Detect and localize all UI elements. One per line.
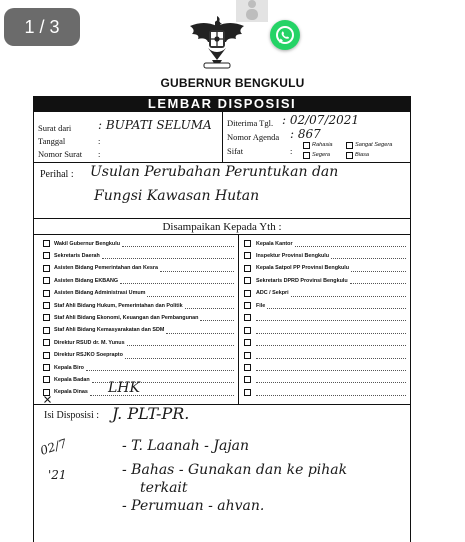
form-title: LEMBAR DISPOSISI (33, 96, 411, 112)
divider (33, 404, 411, 405)
recipient-right-fill-line (256, 333, 406, 334)
recipient-left-fill-line (127, 345, 234, 346)
perihal-label: Perihal : (40, 169, 74, 180)
recipient-right-fill-line (256, 320, 406, 321)
recipient-left-checkbox[interactable] (43, 352, 50, 359)
isi-item-4: - Perumuan - ahvan. (122, 498, 265, 514)
recipient-right-fill-line (256, 345, 406, 346)
recipient-right-checkbox[interactable] (244, 302, 251, 309)
recipient-right-label: File (256, 302, 266, 309)
recipient-left-checkbox[interactable] (43, 339, 50, 346)
recipient-left-label: Asisten Bidang Pemerintahan dan Kesra (54, 265, 158, 272)
divider (33, 218, 411, 219)
diterima-label: Diterima Tgl. (227, 118, 274, 128)
recipient-right-checkbox[interactable] (244, 389, 251, 396)
sifat-option-label: Segera (312, 152, 331, 158)
recipient-right-fill-line (256, 395, 406, 396)
recipient-left-fill-line (86, 370, 234, 371)
recipient-left-checkbox[interactable] (43, 364, 50, 371)
isi-item-2: - Bahas - Gunakan dan ke pihak (122, 462, 348, 478)
recipient-right-checkbox[interactable] (244, 290, 251, 297)
recipient-right-fill-line (351, 271, 406, 272)
recipient-right-fill-line (350, 283, 406, 284)
page-indicator: 1 / 3 (4, 8, 80, 46)
surat-dari-value: : BUPATI SELUMA (98, 118, 212, 132)
nomor-surat-label: Nomor Surat (38, 149, 83, 159)
garuda-emblem-icon (186, 12, 248, 72)
recipient-left-label: Sekretaris Daerah (54, 252, 100, 259)
recipient-left-fill-line (120, 283, 234, 284)
sifat-option-label: Sangat Segera (355, 142, 393, 148)
recipient-right-checkbox[interactable] (244, 240, 251, 247)
recipient-right-label: Inspektur Provinsi Bengkulu (256, 252, 330, 259)
recipient-left-checkbox[interactable] (43, 290, 50, 297)
recipient-left-fill-line (185, 308, 234, 309)
recipient-right-checkbox[interactable] (244, 339, 251, 346)
perihal-line-1: Usulan Perubahan Peruntukan dan (90, 164, 339, 180)
isi-year: '21 (48, 468, 67, 482)
recipient-left-fill-line (102, 258, 234, 259)
recipient-left-label: Wakil Gubernur Bengkulu (54, 240, 120, 247)
sifat-value: : (290, 146, 293, 156)
recipient-left-label: Staf Ahli Bidang Ekonomi, Keuangan dan Pembangunan (54, 314, 199, 321)
recipient-left-label: Kepala Badan (54, 376, 90, 383)
recipient-right-fill-line (331, 258, 406, 259)
recipient-right-label: Sekretaris DPRD Provinsi Bengkulu (256, 277, 348, 284)
recipient-left-fill-line (160, 271, 234, 272)
nomor-surat-value: : (98, 149, 101, 159)
recipient-left-label: Staf Ahli Bidang Kemasyarakatan dan SDM (54, 327, 165, 334)
sifat-label: Sifat (227, 146, 244, 156)
recipient-left-checkbox[interactable] (43, 302, 50, 309)
recipient-left-fill-line (125, 358, 234, 359)
sifat-option-label: Biasa (355, 152, 369, 158)
recipient-right-checkbox[interactable] (244, 252, 251, 259)
recipient-left-fill-line (147, 296, 234, 297)
recipient-left-fill-line (200, 320, 234, 321)
recipient-left-label: Staf Ahli Bidang Hukum, Pemerintahan dan Politik (54, 302, 183, 309)
divider (33, 162, 411, 163)
tanggal-label: Tanggal (38, 136, 66, 146)
kepala-dinas-note: LHK (108, 380, 140, 396)
sifat-biasa-checkbox[interactable] (346, 152, 353, 159)
isi-line-1: J. PLT-PR. (112, 404, 190, 423)
nomor-agenda-value: : 867 (290, 127, 321, 141)
tanggal-value: : (98, 136, 101, 146)
divider (222, 112, 223, 162)
sifat-option-label: Rahasia (312, 142, 333, 148)
recipient-left-label: Direktur RSJKO Soeprapto (54, 352, 123, 359)
recipient-right-checkbox[interactable] (244, 327, 251, 334)
recipient-left-checkbox[interactable] (43, 327, 50, 334)
sifat-sangat-segera-checkbox[interactable] (346, 142, 353, 149)
recipient-left-checkbox[interactable] (43, 277, 50, 284)
recipient-right-fill-line (256, 358, 406, 359)
recipient-left-fill-line (122, 246, 234, 247)
recipient-left-checkbox[interactable] (43, 314, 50, 321)
recipient-right-fill-line (256, 382, 406, 383)
isi-disposisi-label: Isi Disposisi : (44, 410, 100, 421)
letterhead-title: GUBERNUR BENGKULU (160, 76, 305, 90)
recipient-left-checkbox[interactable] (43, 376, 50, 383)
recipient-right-label: ADC / Sekpri (256, 290, 289, 297)
recipient-right-fill-line (291, 296, 406, 297)
recipient-right-checkbox[interactable] (244, 277, 251, 284)
recipient-right-checkbox[interactable] (244, 265, 251, 272)
recipient-right-fill-line (267, 308, 406, 309)
isi-item-3: terkait (140, 480, 188, 496)
recipient-right-checkbox[interactable] (244, 364, 251, 371)
whatsapp-icon[interactable] (270, 20, 300, 50)
recipient-left-checkbox[interactable] (43, 389, 50, 396)
isi-item-1: - T. Laanah - Jajan (122, 438, 250, 454)
recipient-right-fill-line (256, 370, 406, 371)
recipient-right-fill-line (295, 246, 406, 247)
disampaikan-heading: Disampaikan Kepada Yth : (162, 221, 282, 233)
isi-date: 02/7 (38, 436, 69, 458)
nomor-agenda-label: Nomor Agenda (227, 132, 280, 142)
recipient-left-label: Kepala Biro (54, 364, 84, 371)
recipient-left-label: Asisten Bidang EKBANG (54, 277, 119, 284)
surat-dari-label: Surat dari (38, 123, 72, 133)
divider (33, 234, 411, 235)
recipient-left-checkbox[interactable] (43, 265, 50, 272)
recipient-right-label: Kepala Satpol PP Provinsi Bengkulu (256, 265, 350, 272)
recipient-right-checkbox[interactable] (244, 352, 251, 359)
recipient-right-checkbox[interactable] (244, 314, 251, 321)
sifat-segera-checkbox[interactable] (303, 152, 310, 159)
perihal-line-2: Fungsi Kawasan Hutan (94, 188, 260, 204)
recipient-left-checkbox[interactable] (43, 240, 50, 247)
recipient-left-checkbox[interactable] (43, 252, 50, 259)
recipient-left-fill-line (166, 333, 234, 334)
recipient-right-checkbox[interactable] (244, 376, 251, 383)
divider (238, 234, 239, 404)
recipient-left-label: Kepala Dinas (54, 389, 88, 396)
sifat-rahasia-checkbox[interactable] (303, 142, 310, 149)
diterima-value: : 02/07/2021 (282, 113, 360, 127)
recipient-right-label: Kepala Kantor (256, 240, 293, 247)
recipient-left-label: Asisten Bidang Administrasi Umum (54, 290, 146, 297)
recipient-left-label: Direktur RSUD dr. M. Yunus (54, 339, 125, 346)
